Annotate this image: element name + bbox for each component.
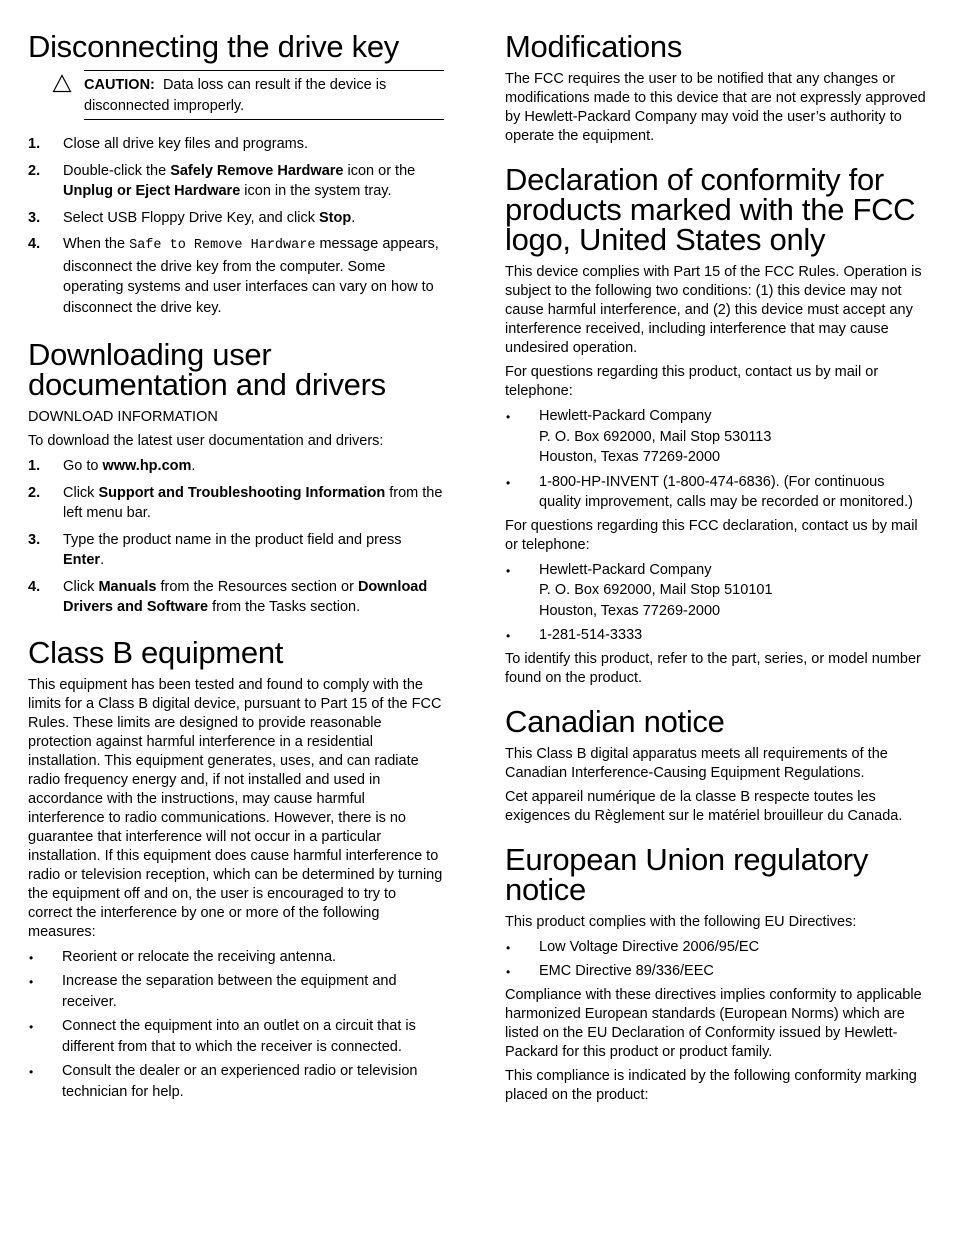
heading-canadian: Canadian notice [505, 703, 725, 739]
step-text: from the left menu bar. [63, 484, 443, 521]
eu-directives [505, 937, 927, 982]
list-item [28, 456, 444, 477]
heading-downloading: Downloading user documentation and drivers [28, 337, 386, 402]
list-item [505, 560, 927, 622]
caution-box [84, 70, 444, 120]
download-intro: To download the latest user documentation and drivers: [28, 433, 384, 449]
eu-intro: This product complies with the following EU Directives: [505, 913, 857, 930]
step-number: 2. [28, 484, 41, 501]
heading-disconnecting: Disconnecting the drive key [28, 29, 399, 64]
modifications-body: The FCC requires the user to be notified that any changes or modifications made to this device that are not expressly approved by Hewlett-Packard Company may void the user’s authority to operate the equipment. [505, 71, 926, 144]
address-line: P. O. Box 692000, Mail Stop 510101 [539, 582, 773, 598]
download-subheading: DOWNLOAD INFORMATION [28, 409, 218, 425]
step-text: Type the product name in the product field and press [63, 531, 402, 548]
contact-list [505, 406, 927, 513]
step-text: When the [63, 236, 130, 252]
list-item: • Connect the equipment into an outlet on a circuit that is different from that to which the receiver is connected. [28, 1016, 444, 1057]
list-item [28, 134, 444, 155]
heading-eu: European Union regulatory notice [505, 841, 869, 907]
address-line: Houston, Texas 77269-2000 [539, 449, 721, 465]
step-text: Double-click the [63, 162, 171, 179]
step-emphasis: Safely Remove Hardware [170, 162, 344, 179]
list-item: • Consult the dealer or an experienced radio or television technician for help. [28, 1061, 444, 1102]
step-text: . [100, 552, 105, 568]
disconnect-steps [28, 134, 444, 318]
step-emphasis: Stop [319, 209, 352, 226]
list-item [505, 406, 927, 468]
step-text: Go to [63, 458, 103, 474]
step-text: . [191, 458, 196, 474]
list-item: • 1-281-514-3333 [505, 625, 927, 646]
list-item: • Increase the separation between the equipment and receiver. [28, 971, 444, 1012]
step-text: Click [63, 484, 99, 501]
declaration-body: This device complies with Part 15 of the FCC Rules. Operation is subject to the following two conditions: (1) this device may not cause harmful interference, and (2) this device must accept any interference received, including interference that may cause undesired operation. [505, 264, 922, 356]
eu-marking: This compliance is indicated by the following conformity marking placed on the product: [505, 1067, 917, 1103]
step-text: from the Tasks section. [208, 599, 361, 615]
step-text: icon or the [343, 162, 416, 179]
left-column [28, 29, 444, 1106]
eu-compliance: Compliance with these directives implies conformity to applicable harmonized European standards (European Norms) which are listed on the EU Declaration of Conformity issued by Hewlett-Packard for this product or product family. [505, 986, 922, 1060]
list-item [28, 483, 444, 524]
step-number: 4. [28, 236, 41, 252]
step-text: from the Resources section or [156, 578, 358, 595]
step-code: Safe to Remove Hardware [129, 238, 316, 253]
heading-class-b: Class B equipment [28, 634, 284, 670]
fcc-contact-list [505, 560, 927, 646]
step-number: 2. [28, 162, 41, 179]
step-emphasis: Manuals [98, 578, 157, 595]
contact-intro: For questions regarding this product, contact us by mail or telephone: [505, 364, 879, 399]
list-item [28, 208, 444, 229]
list-item [28, 161, 444, 202]
heading-declaration: Declaration of conformity for products marked with the FCC logo, United States only [505, 162, 916, 257]
class-b-measures [28, 947, 444, 1103]
step-emphasis: www.hp.com [102, 458, 192, 474]
list-item: • EMC Directive 89/336/EEC [505, 961, 927, 982]
step-text: message appears, disconnect the drive key from the computer. Some operating systems and user interfaces can vary on how to disconnect the drive key. [63, 236, 439, 316]
step-emphasis: Download Drivers and Software [63, 578, 428, 615]
step-text: Click [63, 578, 99, 595]
canadian-fr: Cet appareil numérique de la classe B respecte toutes les exigences du Règlement sur le matériel brouilleur du Canada. [505, 788, 903, 824]
caution-text: Data loss can result if the device is disconnected improperly. [84, 77, 387, 114]
step-text: Close all drive key files and programs. [63, 136, 308, 152]
download-steps [28, 456, 444, 618]
step-number: 4. [28, 578, 41, 595]
class-b-body: This equipment has been tested and found to comply with the limits for a Class B digital device, pursuant to Part 15 of the FCC Rules. These limits are designed to provide reasonable protection against harmful interference in a residential installation. This equipment generates, uses, and can radiate radio frequency energy and, if not installed and used in accordance with the instructions, may cause harmful interference to radio communications. However, there is no guarantee that interference will not occur in a particular installation. If this equipment does cause harmful interference to radio or television reception, which can be determined by turning the equipment off and on, the user is encouraged to try to correct the interference by one or more of the following measures: [28, 676, 443, 940]
list-item [28, 577, 444, 618]
step-text: . [351, 209, 356, 226]
address-line: Hewlett-Packard Company [539, 408, 712, 424]
heading-modifications: Modifications [505, 29, 683, 64]
step-text: Select USB Floppy Drive Key, and click [63, 209, 319, 226]
caution-label: CAUTION: [84, 77, 155, 93]
step-number: 1. [28, 458, 41, 474]
list-item [28, 530, 444, 571]
step-number: 3. [28, 531, 41, 548]
list-item [28, 234, 444, 318]
step-number: 3. [28, 209, 41, 226]
caution-triangle-icon [52, 74, 72, 93]
step-emphasis: Enter [63, 552, 101, 568]
step-number: 1. [28, 136, 41, 152]
list-item: • Low Voltage Directive 2006/95/EC [505, 937, 927, 958]
right-column [505, 29, 927, 1110]
identify-text: To identify this product, refer to the part, series, or model number found on the product. [505, 650, 921, 686]
fcc-contact-intro: For questions regarding this FCC declaration, contact us by mail or telephone: [505, 517, 918, 553]
list-item: • 1-800-HP-INVENT (1-800-474-6836). (For continuous quality improvement, calls may be recorded or monitored.) [505, 472, 927, 513]
step-text: icon in the system tray. [240, 183, 392, 199]
list-item: • Reorient or relocate the receiving antenna. [28, 947, 444, 968]
step-emphasis: Support and Troubleshooting Information [98, 484, 386, 501]
address-line: P. O. Box 692000, Mail Stop 530113 [539, 428, 772, 445]
address-line: Hewlett-Packard Company [539, 561, 712, 578]
canadian-en: This Class B digital apparatus meets all requirements of the Canadian Interference-Causing Equipment Regulations. [505, 745, 888, 781]
step-emphasis: Unplug or Eject Hardware [63, 183, 241, 199]
address-line: Houston, Texas 77269-2000 [539, 602, 721, 619]
